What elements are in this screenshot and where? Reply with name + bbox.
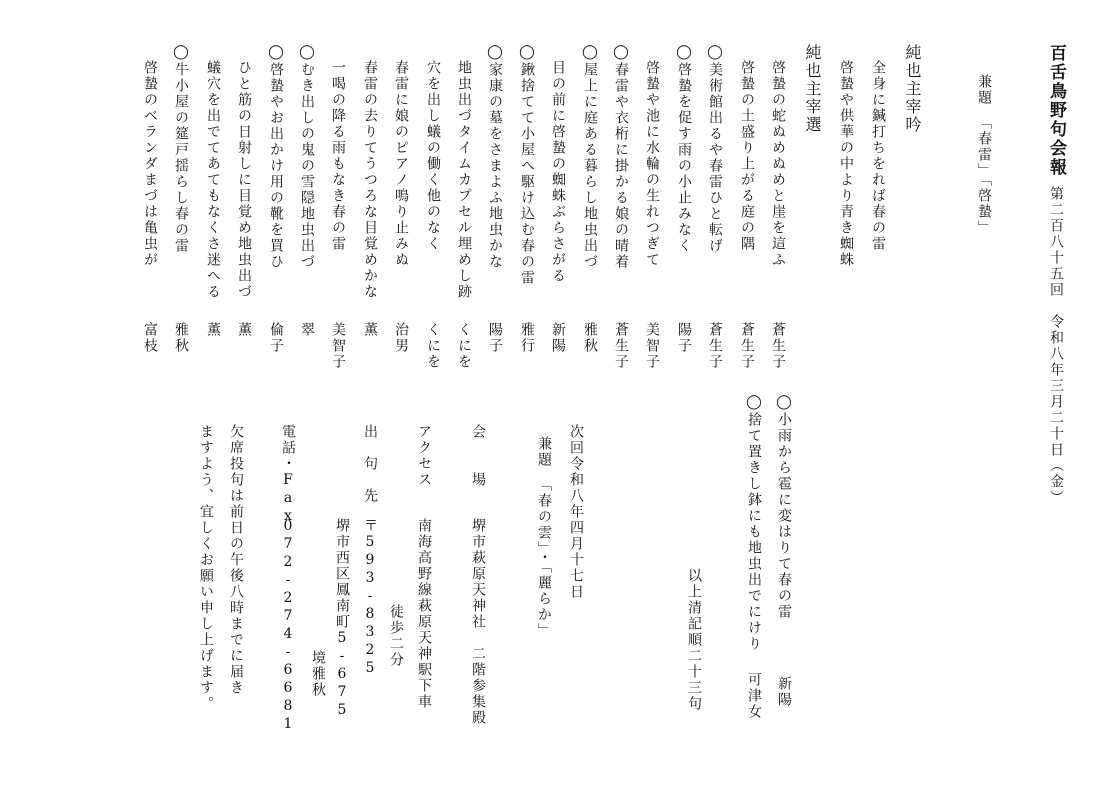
poem-author: 倫子 [268, 322, 284, 354]
address: 堺市西区鳳南町5-675 [334, 518, 350, 720]
poem-text: 全身に鍼打ちをれば春の雷 [870, 60, 886, 252]
poem-text: ◯美術館出るや春雷ひと転げ [707, 44, 723, 254]
poem-text: 啓蟄や池に水輪の生れつぎて [644, 60, 660, 268]
poem-author: 陽子 [487, 322, 503, 354]
theme: 兼題 「春雷」「啓蟄」 [976, 74, 992, 236]
poem-author: 美智子 [644, 322, 660, 370]
section2-heading: 純也主宰選 [803, 44, 822, 134]
poem-text: ◯屋上に庭ある暮らし地虫出づ [582, 44, 598, 270]
poem-text: ◯啓蟄やお出かけ用の靴を買ひ [268, 44, 284, 270]
poem-text: ◯牛小屋の筵戸揺らし春の雷 [173, 44, 189, 254]
poem-author: 治男 [393, 322, 409, 354]
poem-author: 美智子 [330, 322, 346, 370]
poem-text: 春雷の去りてうつろな目覚めかな [362, 60, 378, 300]
next-theme: 兼題 「春の雲」・「麗らか」 [536, 436, 552, 639]
poem-text: ひと筋の日射しに目覚め地虫出づ [236, 60, 252, 300]
postal-code: 〒593-8325 [362, 518, 378, 678]
poem-author: 雅秋 [582, 322, 598, 354]
poem-author: 蒼生子 [707, 322, 723, 370]
poem-text: ◯むき出しの鬼の雪隠地虫出づ [299, 44, 315, 270]
poem-text: ◯小雨から雹に変はりて春の雷 [776, 394, 792, 620]
phone: 072-274-6681 [280, 518, 296, 734]
poem-text: ◯鍬捨てて小屋へ駆け込む春の雷 [519, 44, 535, 286]
poem-author: 富枝 [142, 322, 158, 354]
poem-author: 薫 [205, 322, 221, 338]
poem-author: 翠 [299, 322, 315, 338]
poem-text: 春雷に娘のピアノ鳴り止みぬ [393, 60, 409, 268]
poem-author: 新陽 [550, 322, 566, 354]
poem-author: 新陽 [776, 676, 792, 708]
poem-text: ◯家康の墓をさまよふ地虫かな [487, 44, 503, 270]
next-date: 次回令和八年四月十七日 [568, 424, 584, 600]
poem-author: 可津女 [746, 672, 762, 720]
notice-line: 欠席投句は前日の午後八時までに届き [228, 424, 244, 696]
venue: 堺市萩原天神社 二階参集殿 [470, 518, 486, 726]
access-label: アクセス [416, 424, 432, 488]
poem-text: 啓蟄や供華の中より青き蜘蛛 [838, 60, 854, 268]
poem-summary: 以上清記順二十三句 [686, 568, 702, 712]
venue-label: 会 場 [470, 424, 486, 488]
newsletter-title: 百舌鳥野句会報 [1046, 44, 1066, 177]
access-walk: 徒歩二分 [388, 604, 404, 668]
poem-text: ◯春雷や衣桁に掛かる娘の晴着 [613, 44, 629, 270]
submit-label: 出 句 先 [362, 424, 378, 504]
poem-text: ◯捨て置きし鉢にも地虫出でにけり [746, 394, 762, 652]
phone-label: 電話・Fax [280, 424, 296, 526]
poem-author: くにを [456, 322, 472, 370]
poem-author: 陽子 [676, 322, 692, 354]
poem-text: 穴を出し蟻の働く他のなく [425, 60, 441, 252]
poem-author: 蒼生子 [770, 322, 786, 370]
recipient: 境雅秋 [310, 650, 326, 698]
poem-author: 薫 [236, 322, 252, 338]
poem-author: くにを [425, 322, 441, 370]
poem-author: 雅秋 [173, 322, 189, 354]
notice-line: ますよう、宜しくお願い申し上げます。 [198, 424, 214, 712]
issue-info: 第二百八十五回 令和八年三月二十日（金） [1048, 186, 1064, 506]
poem-text: 地虫出づタイムカプセル埋めし跡 [456, 60, 472, 300]
poem-text: 蟻穴を出でてあてもなくさ迷へる [205, 60, 221, 300]
poem-author: 薫 [362, 322, 378, 338]
poem-text: 啓蟄のベランダまづは亀虫が [142, 60, 158, 268]
poem-text: 啓蟄の土盛り上がる庭の隅 [739, 60, 755, 252]
poem-author: 蒼生子 [739, 322, 755, 370]
poem-text: ◯啓蟄を促す雨の小止みなく [676, 44, 692, 254]
poem-text: 目の前に啓蟄の蜘蛛ぶらさがる [550, 60, 566, 284]
access: 南海高野線萩原天神駅下車 [416, 518, 432, 710]
poem-text: 啓蟄の蛇ぬめぬめと崖を這ふ [770, 60, 786, 268]
section1-heading: 純也主宰吟 [903, 44, 922, 134]
poem-author: 蒼生子 [613, 322, 629, 370]
poem-author: 雅行 [519, 322, 535, 354]
poem-text: 一喝の降る雨もなき春の雷 [330, 60, 346, 252]
